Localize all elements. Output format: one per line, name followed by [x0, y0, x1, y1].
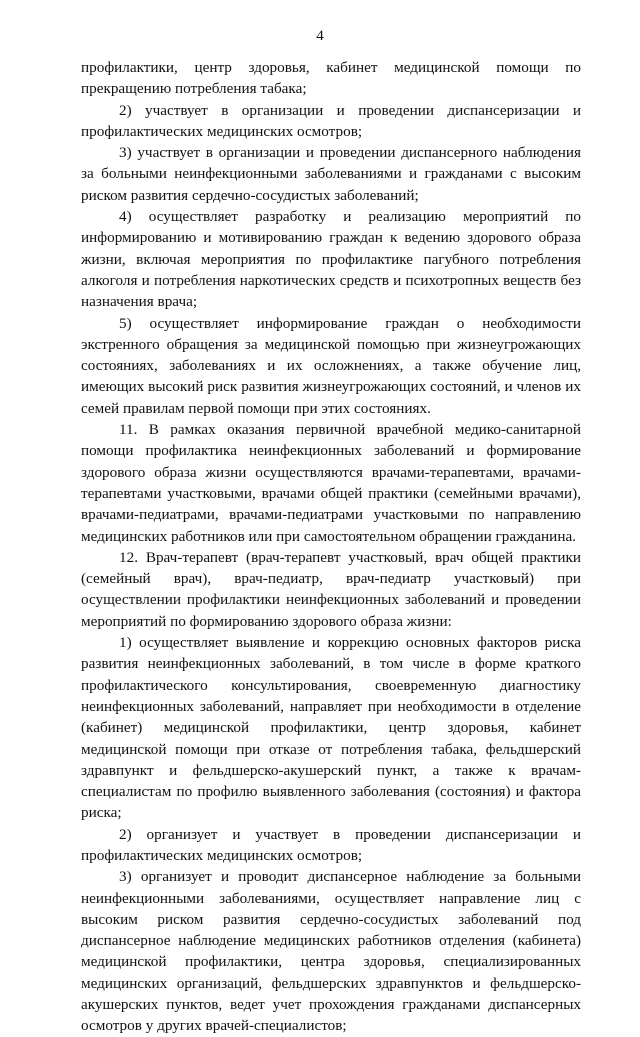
list-item: 4) осуществляет разработку и реализацию мероприятий по информированию и мотивированию граждан к ведению здорового образа жизни, включая мероприятия по профилактике пагубного потребления алкоголя и потребления наркотических средств и психотропных веществ без назначения врача; [81, 208, 581, 311]
list-item: 3) организует и проводит диспансерное наблюдение за больными неинфекционными заболеваниями, осуществляет направление лиц с высоким риском развития сердечно-сосудистых заболеваний под диспансерное наблюдение медицинских работников отделения (кабинета) медицинской профилактики, центра здоровья, специализированных медицинских организаций, фельдшерских здравпунктов и фельдшерско-акушерских пунктов, ведет учет прохождения гражданами диспансерных осмотров у других врачей-специалистов; [81, 868, 581, 1035]
list-item: 1) осуществляет выявление и коррекцию основных факторов риска развития неинфекционных заболеваний, в том числе в форме краткого профилактического консультирования, своевременную диагностику неинфекционных заболеваний, направляет при необходимости в отделение (кабинет) медицинской профилактики, центр здоровья, кабинет медицинской помощи при отказе от потребления табака, фельдшерский здравпункт и фельдшерско-акушерский пункт, а также к врачам-специалистам по профилю выявленного заболевания (состояния) и фактора риска; [81, 634, 581, 822]
list-item: 2) организует и участвует в проведении диспансеризации и профилактических медицинских осмотров; [81, 825, 581, 864]
page-number: 4 [316, 28, 324, 44]
numbered-clause: 12. Врач-терапевт (врач-терапевт участковый, врач общей практики (семейный врач), врач-педиатр, врач-педиатр участковый) при осуществлении профилактики неинфекционных заболеваний и проведении мероприятий по формированию здорового образа жизни: [81, 548, 581, 630]
document-body [81, 57, 581, 1037]
paragraph-continuation: профилактики, центр здоровья, кабинет медицинской помощи по прекращению потребления табака; [81, 59, 581, 98]
list-item: 2) участвует в организации и проведении диспансеризации и профилактических медицинских осмотров; [81, 101, 581, 140]
list-item: 5) осуществляет информирование граждан о необходимости экстренного обращения за медицинской помощью при жизнеугрожающих состояниях, заболеваниях и их осложнениях, а также обучение лиц, имеющих высокий риск развития жизнеугрожающих состояний, и членов их семей правилам первой помощи при этих состояниях. [81, 314, 581, 417]
list-item: 3) участвует в организации и проведении диспансерного наблюдения за больными неинфекционными заболеваниями и гражданами с высоким риском развития сердечно-сосудистых заболеваний; [81, 144, 581, 204]
numbered-clause: 11. В рамках оказания первичной врачебной медико-санитарной помощи профилактика неинфекционных заболеваний и формирование здорового образа жизни осуществляются врачами-терапевтами, врачами-терапевтами участковыми, врачами общей практики (семейными врачами), врачами-педиатрами, врачами-педиатрами участковыми по направлению медицинских работников или при самостоятельном обращении гражданина. [81, 421, 581, 545]
